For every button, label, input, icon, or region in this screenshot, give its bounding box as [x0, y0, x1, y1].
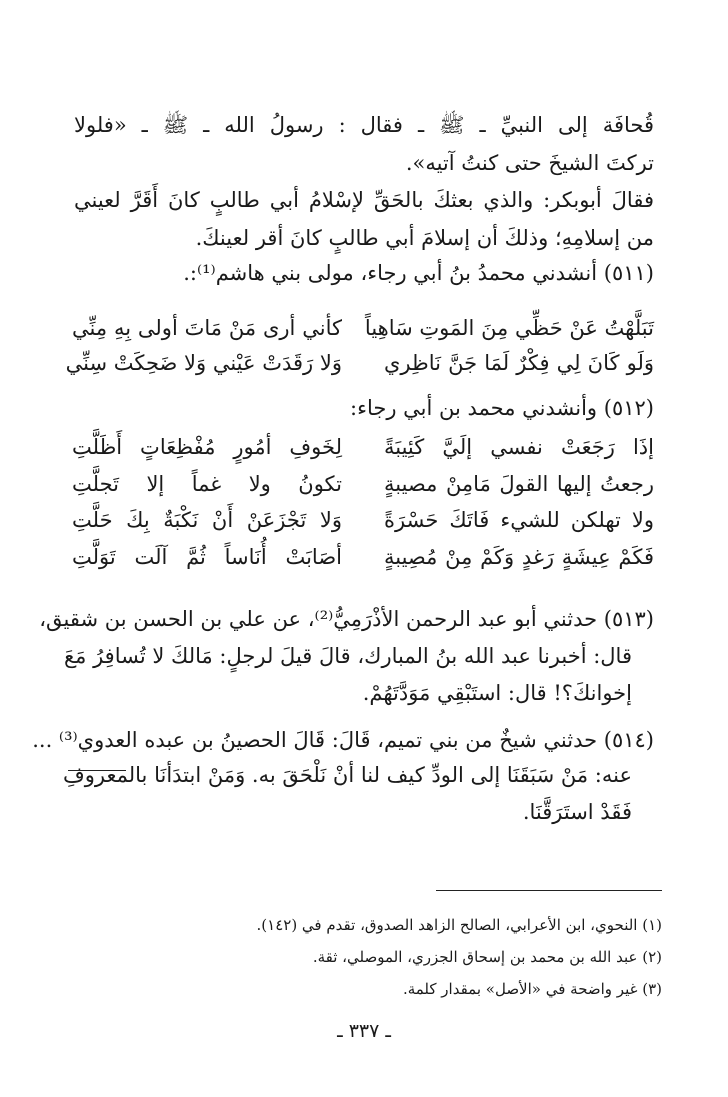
entry-heading: (٥١١) أنشدني محمدُ بنُ أبي رجاء، مولى بني هاشم⁽¹⁾:. — [183, 261, 654, 285]
verse-hemistich: رجعتُ إليها القولَ مَامِنْ مصيبةٍ — [384, 472, 654, 496]
verse-hemistich: وَلَو كَانَ لِي فِكْرٌ لَمَا جَنَّ نَاظِري — [384, 351, 654, 375]
entry-heading: (٥١٤) حدثني شيخٌ من بني تميم، قَالَ: قَالَ الحصينُ بن عبده العدوي⁽³⁾ ... — [32, 728, 654, 752]
text-line: قال: أخبرنا عبد الله بنُ المبارك، قالَ قيلَ لرجلٍ: مَالكَ لا تُسافِرُ مَعَ — [63, 644, 632, 668]
footnote: (١) النحوي، ابن الأعرابي، الصالح الزاهد الصدوق، تقدم في (١٤٢). — [256, 916, 662, 934]
text-line: عنه: مَنْ سَبَقَنَا إلى الودِّ كيف لنا أنْ نَلْحَقَ به. وَمَنْ ابتدَأنَا بالمعروفِ — [62, 763, 632, 787]
text-line: قُحافَة إلى النبيِّ ـ ﷺ ـ فقال : رسولُ الله ـ ﷺ ـ «فلولا — [74, 113, 654, 137]
continuation-dash — [68, 770, 126, 771]
verse-hemistich: تكونُ ولا غماً إلا تَجلَّتِ — [72, 472, 342, 496]
verse-hemistich: فَكَمْ عِيشَةٍ رَغدٍ وَكَمْ مِنْ مُصِيبةٍ — [384, 545, 654, 569]
page-number: ـ ٣٣٧ ـ — [337, 1020, 391, 1042]
verse-hemistich: وَلا رَقَدَتْ عَيْني وَلا ضَحِكَتْ سِنِّي — [65, 351, 342, 375]
verse-hemistich: ولا تهلكن للشيء فَاتَكَ حَسْرَةً — [384, 508, 654, 532]
verse-hemistich: أصَابَتْ أُنَاساً ثُمَّ آلَت تَوَلَّتِ — [72, 545, 342, 569]
entry-heading: (٥١٢) وأنشدني محمد بن أبي رجاء: — [350, 396, 654, 420]
verse-hemistich: تَبَلَّهْتُ عَنْ حَظِّي مِنَ المَوتِ سَاهِياً — [364, 316, 654, 340]
footnote: (٢) عبد الله بن محمد بن إسحاق الجزري، الموصلي، ثقة. — [312, 948, 662, 966]
verse-hemistich: وَلا تَجْزَعَنْ أَنْ نَكْبَةٌ بِكَ حَلَّتِ — [72, 508, 342, 532]
text-line: إخوانكَ؟! قال: استَبْقِي مَوَدَّتَهُمْ. — [362, 681, 632, 705]
text-line: فقالَ أبوبكر: والذي بعثكَ بالحَقِّ لإسْلامُ أبي طالبٍ كانَ أَقَرَّ لعيني — [74, 188, 654, 212]
entry-heading: (٥١٣) حدثني أبو عبد الرحمن الأذْرَمِيُّ⁽²⁾، عن علي بن الحسن بن شقيق، — [39, 607, 654, 631]
text-line: فَقَدْ استَرَقَّنَا. — [522, 800, 632, 824]
verse-hemistich: لِخَوفِ أمُورٍ مُفْظِعَاتٍ أَظَلَّتِ — [72, 435, 342, 459]
footnote-separator — [436, 890, 662, 891]
verse-hemistich: إذَا رَجَعَتْ نفسي إلَيَّ كَئِيبَةً — [384, 435, 654, 459]
text-line: من إسلامِهِ؛ وذلكَ أن إسلامَ أبي طالبٍ كانَ أقر لعينكَ. — [195, 226, 654, 250]
text-line: تركتَ الشيخَ حتى كنتُ آتيه». — [405, 151, 654, 175]
verse-hemistich: كأني أرى مَنْ مَاتَ أولى بِهِ مِنِّي — [72, 316, 342, 340]
footnote: (٣) غير واضحة في «الأصل» بمقدار كلمة. — [402, 980, 662, 998]
